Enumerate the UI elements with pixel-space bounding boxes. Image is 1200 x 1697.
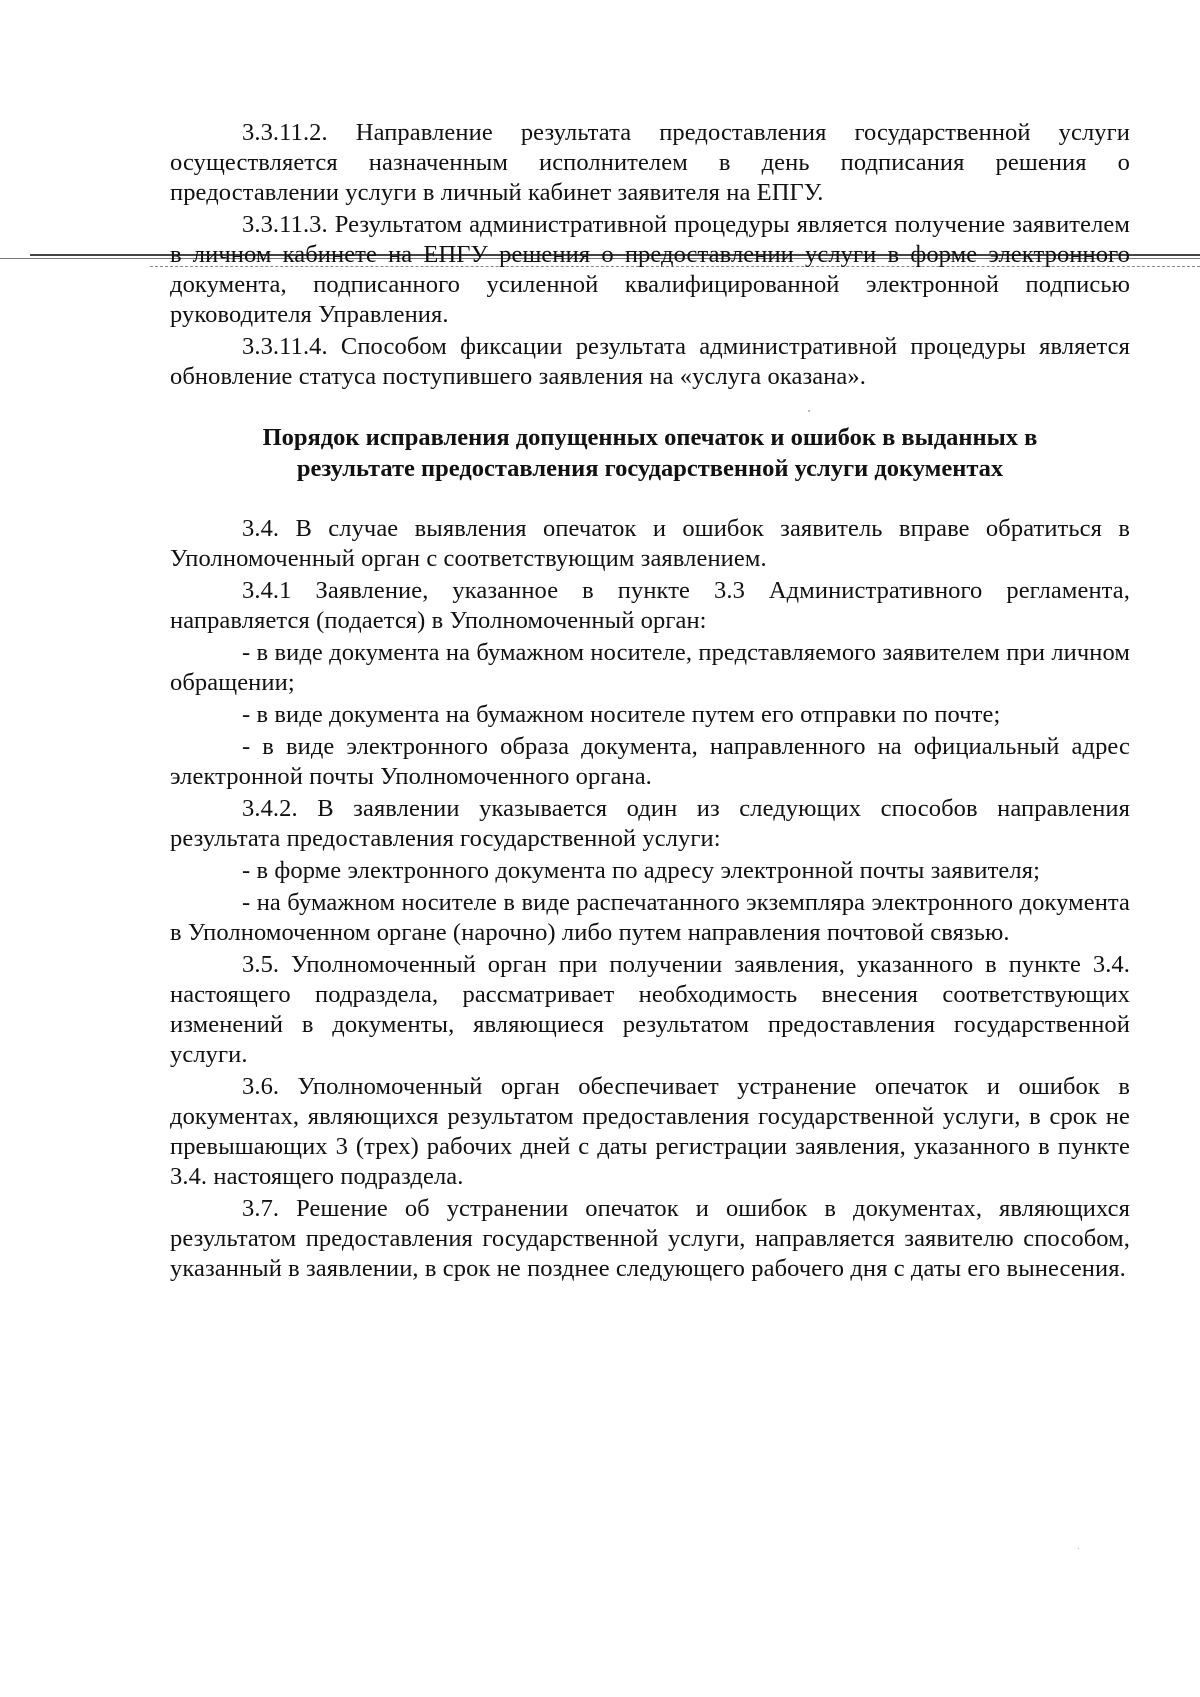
paragraph-3-3-11-4: 3.3.11.4. Способом фиксации результата административной процедуры является обновление статуса поступившего заявления на «услуга оказана».: [170, 333, 1130, 390]
list-item-electronic-image: - в виде электронного образа документа, направленного на официальный адрес электронной почты Уполномоченного органа.: [170, 733, 1130, 790]
scan-speck: [1078, 1548, 1079, 1549]
section-heading: [170, 422, 1130, 484]
paragraph-3-5: 3.5. Уполномоченный орган при получении заявления, указанного в пункте 3.4. настоящего подраздела, рассматривает необходимость внесения соответствующих изменений в документы, являющиеся результатом предоставления государственной услуги.: [170, 951, 1130, 1068]
paragraph-3-3-11-2: 3.3.11.2. Направление результата предоставления государственной услуги осуществляется назначенным исполнителем в день подписания решения о предоставлении услуги в личный кабинет заявителя на ЕПГУ.: [170, 119, 1130, 206]
section-heading-line-1: Порядок исправления допущенных опечаток и ошибок в выданных в: [262, 424, 1038, 451]
paragraph-3-6: 3.6. Уполномоченный орган обеспечивает устранение опечаток и ошибок в документах, являющихся результатом предоставления государственной услуги, в срок не превышающих 3 (трех) рабочих дней с даты регистрации заявления, указанного в пункте 3.4. настоящего подраздела.: [170, 1073, 1130, 1190]
document-body: [170, 118, 1130, 1286]
paragraph-3-7: 3.7. Решение об устранении опечаток и ошибок в документах, являющихся результатом предоставления государственной услуги, направляется заявителю способом, указанный в заявлении, в срок не позднее следующего рабочего дня с даты его вынесения.: [170, 1195, 1130, 1282]
paragraph-3-4-2: 3.4.2. В заявлении указывается один из следующих способов направления результата предоставления государственной услуги:: [170, 795, 1130, 852]
paragraph-3-4-1: 3.4.1 Заявление, указанное в пункте 3.3 Административного регламента, направляется (подается) в Уполномоченный орган:: [170, 577, 1130, 634]
list-item-printed-copy: - на бумажном носителе в виде распечатанного экземпляра электронного документа в Уполномоченном органе (нарочно) либо путем направления почтовой связью.: [170, 889, 1130, 946]
paragraph-3-3-11-3: 3.3.11.3. Результатом административной процедуры является получение заявителем в личном кабинете на ЕПГУ решения о предоставлении услуги в форме электронного документа, подписанного усиленной квалифицированной электронной подписью руководителя Управления.: [170, 211, 1130, 328]
list-item-paper-by-mail: - в виде документа на бумажном носителе путем его отправки по почте;: [242, 701, 1001, 728]
paragraph-3-4: 3.4. В случае выявления опечаток и ошибок заявитель вправе обратиться в Уполномоченный орган с соответствующим заявлением.: [170, 515, 1130, 572]
list-item-electronic-document: - в форме электронного документа по адресу электронной почты заявителя;: [242, 857, 1041, 884]
list-item-paper-in-person: - в виде документа на бумажном носителе, представляемого заявителем при личном обращении;: [170, 639, 1130, 696]
section-heading-line-2: результате предоставления государственной услуги документах: [296, 455, 1004, 482]
